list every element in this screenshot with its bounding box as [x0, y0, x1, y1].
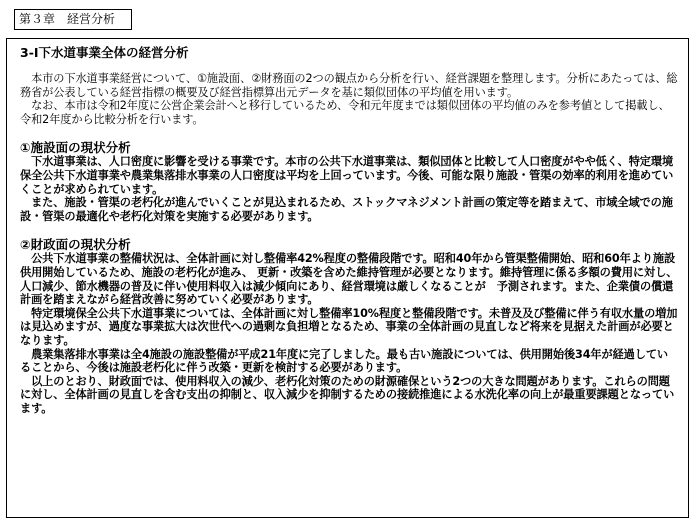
intro-paragraph-1: 本市の下水道事業経営について、①施設面、②財務面の2つの観点から分析を行い、経営課題を整理します。分析にあたっては、総務省が公表している経営指標の概要及び経営指標算出元データを基に類似団体の平均値を用います。 [20, 72, 678, 99]
facility-paragraph-2: また、施設・管渠の老朽化が進んでいくことが見込まれるため、ストックマネジメント計画の策定等を踏まえて、市域全域での施設・管渠の最適化や老朽化対策を実施する必要があります。 [20, 196, 673, 223]
finance-paragraph-1: 公共下水道事業の整備状況は、全体計画に対し整備率42%程度の整備段階です。昭和40年から管渠整備開始、昭和60年より施設供用開始しているため、施設の老朽化が進み、 更新・改築を含めた維持管理が必要となります。維持管理に係る多額の費用に対し、人口減少、節水機器の普及に伴い使用料収入は減少傾向にあり、経営環境は厳しくなることが 予測されます。また、企業債の償還計画を踏まえながら経営改善に努めていく必要があります。 [20, 252, 678, 307]
finance-paragraph-2: 特定環境保全公共下水道事業については、全体計画に対し整備率10%程度と整備段階です。未普及及び整備に伴う有収水量の増加は見込めますが、過度な事業拡大は次世代への過剰な負担増となるため、事業の全体計画の見直しなど将来を見据えた計画が必要と なります。 [20, 306, 685, 347]
facility-heading: ①施設面の現状分析 [20, 140, 131, 156]
content-frame [6, 38, 689, 518]
finance-paragraph-4: 以上のとおり、財政面では、使用料収入の減少、老朽化対策のための財源確保という2つの大きな問題があります。これらの問題に対し、全体計画の見直しを含む支出の抑制と、収入減少を抑制するための接続推進による水洗化率の向上が最重要課題となっています。 [20, 374, 675, 415]
section-title: 3-Ⅰ下水道事業全体の経営分析 [20, 45, 189, 60]
facility-paragraph-1: 下水道事業は、人口密度に影響を受ける事業です。本市の公共下水道事業は、類似団体と比較して人口密度がやや低く、特定環境保全公共下水道事業や農業集落排水事業の人口密度は平均を上回っています。今後、可能な限り施設・管渠の効率的利用を進めていくことが求められています。 [20, 155, 674, 196]
finance-paragraph-3: 農業集落排水事業は全4施設の施設整備が平成21年度に完了しました。最も古い施設については、供用開始後34年が経過していることから、今後は施設老朽化に伴う改築・更新を検討する必要があります。 [20, 347, 669, 375]
chapter-label: 第３章 経営分析 [14, 9, 132, 30]
intro-paragraph-2: なお、本市は令和2年度に公営企業会計へと移行しているため、令和元年度までは類似団体の平均値のみを参考値として掲載し、令和2年度から比較分析を行います。 [20, 99, 670, 126]
finance-heading: ②財政面の現状分析 [20, 237, 131, 253]
